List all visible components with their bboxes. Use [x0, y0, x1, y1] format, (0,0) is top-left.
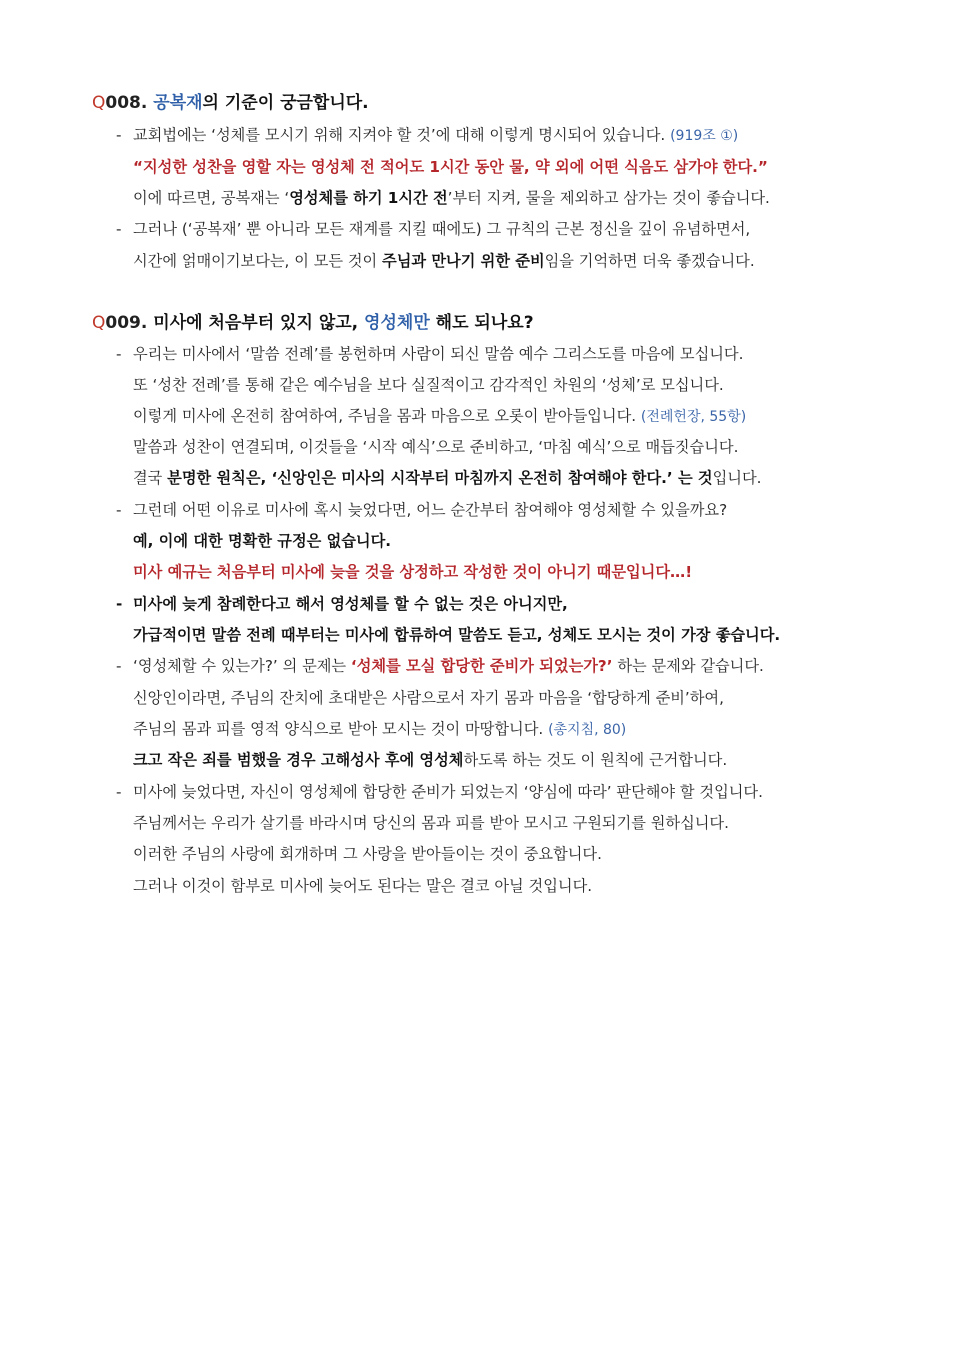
question-009-title [92, 311, 534, 335]
bullet-dash: - [116, 657, 122, 675]
reference-note: (919조 ①) [670, 128, 739, 144]
reference-note: (전례헌장, 55항) [640, 409, 747, 425]
answer-text: 미사에 늦게 참례한다고 해서 영성체를 할 수 없는 것은 아니지만, [133, 595, 568, 613]
answer-text: 하도록 하는 것도 이 원칙에 근거합니다. [463, 751, 728, 769]
answer-line [133, 250, 755, 272]
question-number: 009. [105, 313, 148, 333]
highlight-line: 미사 예규는 처음부터 미사에 늦을 것을 상정하고 작성한 것이 아니기 때문입니다…! [133, 563, 693, 581]
answer-line: 말씀과 성찬이 연결되며, 이것들을 ‘시작 예식’으로 준비하고, ‘마침 예식’으로 매듭짓습니다. [133, 438, 739, 456]
bullet-dash: - [116, 783, 122, 801]
question-number: 008. [105, 93, 148, 113]
q-mark: Q [92, 93, 106, 113]
highlight-text: ‘성체를 모실 합당한 준비가 되었는가?’ [350, 657, 613, 675]
emphasis-line: 예, 이에 대한 명확한 규정은 없습니다. [133, 532, 392, 550]
answer-text: 주님의 몸과 피를 영적 양식으로 받아 모시는 것이 마땅합니다. [133, 720, 544, 738]
title-highlight: 영성체만 [364, 313, 430, 333]
bullet-dash: - [116, 345, 122, 363]
answer-line [133, 187, 770, 209]
answer-text: 임을 기억하면 더욱 좋겠습니다. [544, 252, 755, 270]
answer-text: 우리는 미사에서 ‘말씀 전례’를 봉헌하며 사람이 되신 말씀 예수 그리스도를 마음에 모십니다. [133, 345, 744, 363]
question-008-title [92, 91, 369, 115]
answer-line: 이러한 주님의 사랑에 회개하며 그 사랑을 받아들이는 것이 중요합니다. [133, 845, 602, 863]
q-mark: Q [92, 313, 106, 333]
title-highlight: 공복재 [153, 93, 203, 113]
answer-line [133, 405, 746, 428]
answer-line [116, 124, 738, 147]
bullet-dash: - [116, 126, 122, 144]
answer-line [116, 343, 743, 365]
title-text: 의 기준이 궁금합니다. [202, 93, 369, 113]
emphasis-text: 주님과 만나기 위한 준비 [382, 252, 545, 270]
emphasis-line: 가급적이면 말씀 전례 때부터는 미사에 합류하여 말씀도 듣고, 성체도 모시는 것이 가장 좋습니다. [133, 626, 781, 644]
answer-text: 이에 따르면, 공복재는 ‘ [133, 189, 290, 207]
answer-text: 그런데 어떤 이유로 미사에 혹시 늦었다면, 어느 순간부터 참여해야 영성체할 수 있을까요? [133, 501, 728, 519]
emphasis-text: 분명한 원칙은, ‘신앙인은 미사의 시작부터 마침까지 온전히 참여해야 한다.’ 는 것 [167, 469, 713, 487]
answer-text: 미사에 늦었다면, 자신이 영성체에 합당한 준비가 되었는지 ‘양심에 따라’ 판단해야 할 것입니다. [133, 783, 763, 801]
answer-line: 또 ‘성찬 전례’를 통해 같은 예수님을 보다 실질적이고 감각적인 차원의 ‘성체’로 모십니다. [133, 376, 724, 394]
answer-line [116, 655, 764, 677]
quote-line: “지성한 성찬을 영할 자는 영성체 전 적어도 1시간 동안 물, 약 외에 어떤 식음도 삼가야 한다.” [133, 158, 768, 176]
bullet-dash: - [116, 595, 123, 613]
answer-text: ‘영성체할 수 있는가?’ 의 문제는 [133, 657, 351, 675]
answer-text: 하는 문제와 같습니다. [612, 657, 764, 675]
answer-line [133, 718, 626, 741]
answer-line [116, 218, 750, 240]
reference-note: (총지침, 80) [548, 722, 627, 738]
answer-text: 입니다. [712, 469, 762, 487]
answer-line: 주님께서는 우리가 살기를 바라시며 당신의 몸과 피를 받아 모시고 구원되기를 원하십니다. [133, 814, 729, 832]
bullet-dash: - [116, 220, 122, 238]
answer-text: 그러나 (‘공복재’ 뿐 아니라 모든 재계를 지킬 때에도) 그 규칙의 근본 정신을 깊이 유념하면서, [133, 220, 751, 238]
answer-line [116, 499, 727, 521]
answer-line [133, 467, 761, 489]
answer-text: 교회법에는 ‘성체를 모시기 위해 지켜야 할 것’에 대해 이렇게 명시되어 있습니다. [133, 126, 666, 144]
answer-line [133, 749, 727, 771]
answer-line [116, 781, 763, 803]
title-text: 미사에 처음부터 있지 않고, [153, 313, 365, 333]
title-text: 해도 되나요? [429, 313, 534, 333]
answer-text: 결국 [133, 469, 168, 487]
emphasis-text: 영성체를 하기 1시간 전 [289, 189, 448, 207]
answer-line: 신앙인이라면, 주님의 잔치에 초대받은 사람으로서 자기 몸과 마음을 ‘합당하게 준비’하여, [133, 689, 724, 707]
emphasis-line [116, 593, 568, 615]
bullet-dash: - [116, 501, 122, 519]
answer-text: ’부터 지켜, 물을 제외하고 삼가는 것이 좋습니다. [447, 189, 770, 207]
answer-text: 이렇게 미사에 온전히 참여하여, 주님을 몸과 마음으로 오롯이 받아들입니다. [133, 407, 637, 425]
answer-line: 그러나 이것이 함부로 미사에 늦어도 된다는 말은 결코 아닐 것입니다. [133, 877, 593, 895]
emphasis-text: 크고 작은 죄를 범했을 경우 고해성사 후에 영성체 [133, 751, 464, 769]
answer-text: 시간에 얽매이기보다는, 이 모든 것이 [133, 252, 383, 270]
